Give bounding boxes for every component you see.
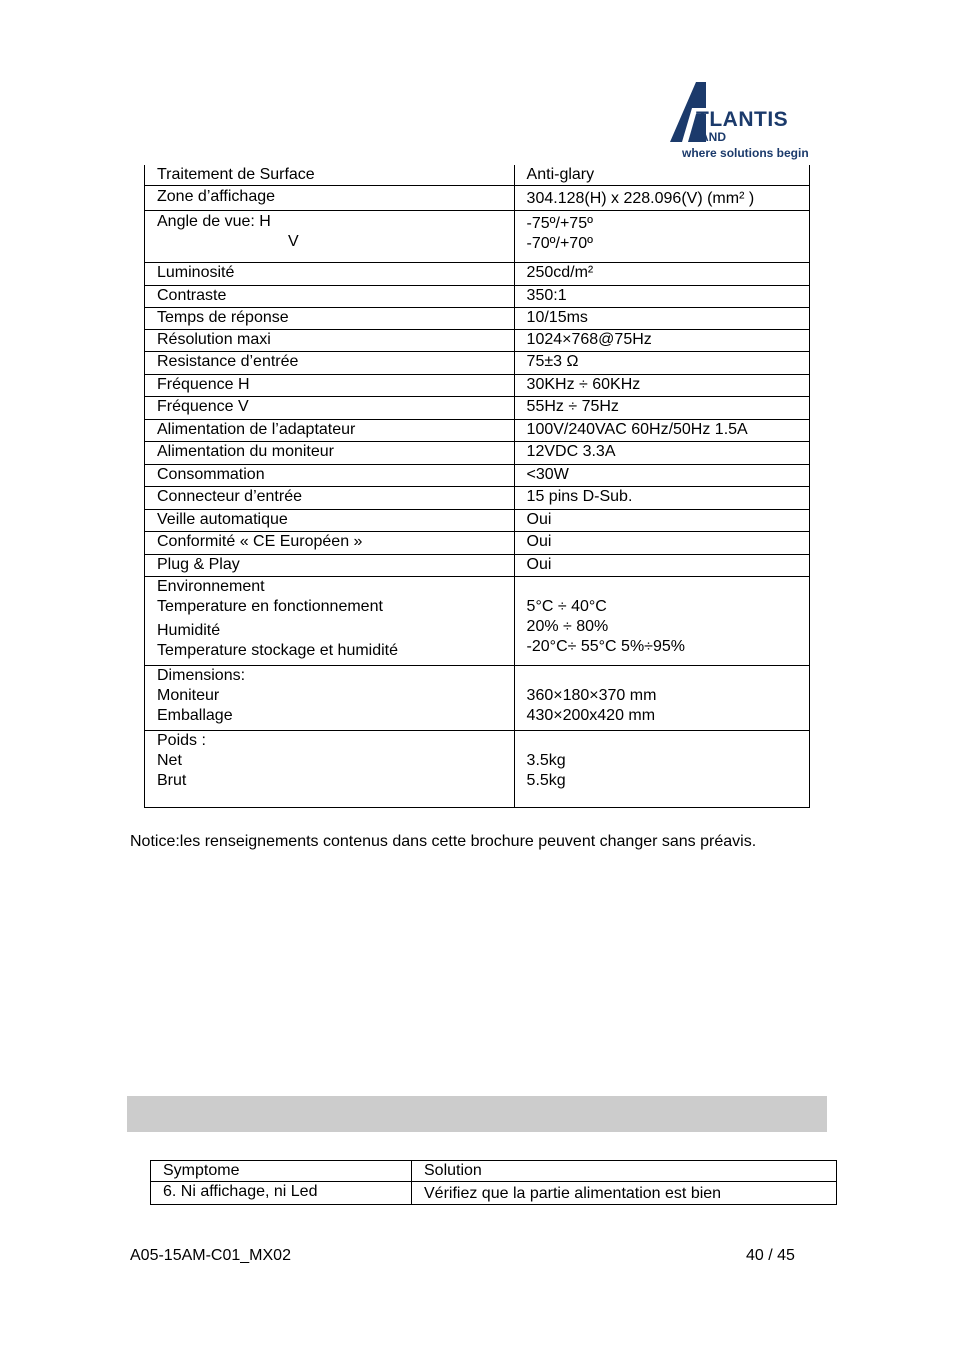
spec-row xyxy=(145,186,810,211)
spec-table-body xyxy=(145,165,810,808)
spec-label-line: Zone d’affichage xyxy=(157,188,276,205)
spec-value xyxy=(514,420,809,442)
spec-label-line: Luminosité xyxy=(157,264,235,281)
spec-value-line: 100V/240VAC 60Hz/50Hz 1.5A xyxy=(526,421,748,438)
spec-value-line: Oui xyxy=(526,511,552,528)
spec-label xyxy=(145,352,515,375)
logo-tagline: where solutions begin xyxy=(682,146,809,160)
spec-row xyxy=(145,420,810,442)
spec-label xyxy=(145,442,515,465)
spec-value xyxy=(514,330,809,352)
spec-row xyxy=(145,308,810,330)
spec-label-line: Poids : xyxy=(157,732,206,749)
spec-label-line: Contraste xyxy=(157,287,227,304)
spec-label xyxy=(145,165,515,186)
spec-label xyxy=(145,555,515,577)
spec-value-line: 55Hz ÷ 75Hz xyxy=(526,398,619,415)
spec-value-line: 1024×768@75Hz xyxy=(526,331,652,348)
spec-label-line: Dimensions: xyxy=(157,667,246,684)
spec-value-line: Oui xyxy=(526,556,552,573)
spec-label-line: Moniteur xyxy=(157,687,220,704)
spec-value-line: <30W xyxy=(526,466,569,483)
spec-label-line: Temps de réponse xyxy=(157,309,289,326)
logo-brand: TLANTIS xyxy=(696,108,789,131)
spec-value xyxy=(514,555,809,577)
spec-label xyxy=(145,532,515,555)
spec-label-line: Alimentation du moniteur xyxy=(157,443,334,460)
spec-value xyxy=(514,442,809,465)
spec-value-line: 20% ÷ 80% xyxy=(526,618,609,635)
troubleshooting-header-row xyxy=(151,1161,837,1182)
spec-label xyxy=(145,510,515,532)
footer-doc-code: A05-15AM-C01_MX02 xyxy=(130,1247,291,1264)
spec-row xyxy=(145,263,810,286)
spec-value xyxy=(514,186,809,211)
spec-label xyxy=(145,186,515,211)
spec-label xyxy=(145,420,515,442)
spec-row xyxy=(145,666,810,731)
spec-label xyxy=(145,397,515,420)
spec-row xyxy=(145,375,810,397)
spec-value xyxy=(514,375,809,397)
spec-value xyxy=(514,465,809,487)
header-symptom: Symptome xyxy=(151,1161,412,1182)
spec-row xyxy=(145,510,810,532)
spec-value xyxy=(514,532,809,555)
spec-label-line: Résolution maxi xyxy=(157,331,271,348)
spec-value-line: 250cd/m² xyxy=(526,264,594,281)
spec-label xyxy=(145,286,515,308)
spec-value xyxy=(514,731,809,808)
spec-label xyxy=(145,731,515,808)
spec-value xyxy=(514,666,809,731)
spec-label-line: Traitement de Surface xyxy=(157,166,315,183)
spec-label xyxy=(145,330,515,352)
spec-label xyxy=(145,308,515,330)
spec-value xyxy=(514,286,809,308)
spec-label-line: Emballage xyxy=(157,707,233,724)
spec-value-line: 5°C ÷ 40°C xyxy=(526,598,607,615)
spec-label-line: Consommation xyxy=(157,466,265,483)
atlantis-logo xyxy=(666,78,828,164)
spec-label-line: Alimentation de l’adaptateur xyxy=(157,421,356,438)
spec-row xyxy=(145,165,810,186)
logo-sub: AND xyxy=(700,130,726,144)
spec-label-line: Temperature stockage et humidité xyxy=(157,642,399,659)
spec-value xyxy=(514,263,809,286)
spec-label-line: Conformité « CE Européen » xyxy=(157,533,363,550)
spec-value-line xyxy=(527,577,797,597)
spec-label-line: Plug & Play xyxy=(157,556,240,573)
spec-label-line: Temperature en fonctionnement xyxy=(157,598,383,615)
spec-table xyxy=(144,165,810,808)
spec-label xyxy=(145,577,515,666)
spec-row xyxy=(145,731,810,808)
spec-row xyxy=(145,555,810,577)
spec-value-line: Oui xyxy=(526,533,552,550)
spec-label-line: Environnement xyxy=(157,578,265,595)
spec-value-line: 350:1 xyxy=(526,287,567,304)
spec-label xyxy=(145,375,515,397)
spec-row xyxy=(145,397,810,420)
spec-value xyxy=(514,352,809,375)
spec-label xyxy=(145,263,515,286)
spec-row xyxy=(145,532,810,555)
spec-label xyxy=(145,465,515,487)
spec-value xyxy=(514,397,809,420)
spec-value-line: 430×200x420 mm xyxy=(526,707,656,724)
spec-value-line xyxy=(527,731,797,751)
spec-value xyxy=(514,308,809,330)
notice-text: Notice:les renseignements contenus dans cette brochure peuvent changer sans préavis. xyxy=(130,833,757,850)
spec-value-line xyxy=(527,666,797,686)
spec-row xyxy=(145,211,810,263)
spec-value-line: -70º/+70º xyxy=(526,235,593,252)
footer-page-number: 40 / 45 xyxy=(746,1247,795,1264)
header-solution: Solution xyxy=(412,1161,837,1182)
spec-value-line: 304.128(H) x 228.096(V) (mm² ) xyxy=(526,190,755,207)
spec-value-line: 3.5kg xyxy=(526,752,566,769)
spec-row xyxy=(145,352,810,375)
troubleshooting-table xyxy=(150,1160,837,1205)
spec-label-line: Humidité xyxy=(157,622,221,639)
spec-row xyxy=(145,577,810,666)
spec-value xyxy=(514,577,809,666)
spec-label-line: Net xyxy=(157,752,182,769)
spec-label-line: Angle de vue: H xyxy=(157,213,271,230)
solution-cell: Vérifiez que la partie alimentation est bien xyxy=(412,1182,837,1205)
troubleshooting-row xyxy=(151,1182,837,1205)
spec-value xyxy=(514,510,809,532)
spec-row xyxy=(145,330,810,352)
spec-value-line: Anti-glary xyxy=(526,166,595,183)
spec-value-line: 360×180×370 mm xyxy=(526,687,657,704)
section-heading-bar xyxy=(127,1096,827,1132)
spec-value-line: 12VDC 3.3A xyxy=(526,443,616,460)
spec-value-line: 75±3 Ω xyxy=(526,353,579,370)
spec-label-line: Fréquence V xyxy=(157,398,249,415)
spec-label xyxy=(145,487,515,510)
symptom-cell: 6. Ni affichage, ni Led xyxy=(151,1182,412,1205)
spec-value xyxy=(514,165,809,186)
spec-label-line: Fréquence H xyxy=(157,376,250,393)
spec-value-line: -75º/+75º xyxy=(526,215,593,232)
spec-label-line: Veille automatique xyxy=(157,511,288,528)
spec-label-line: Brut xyxy=(157,772,187,789)
spec-label xyxy=(145,211,515,263)
spec-row xyxy=(145,487,810,510)
spec-value xyxy=(514,211,809,263)
spec-label xyxy=(145,666,515,731)
spec-value-line: 5.5kg xyxy=(526,772,566,789)
spec-label-line: V xyxy=(288,233,299,250)
spec-row xyxy=(145,286,810,308)
spec-value-line: -20°C÷ 55°C 5%÷95% xyxy=(526,638,685,655)
spec-value xyxy=(514,487,809,510)
spec-row xyxy=(145,442,810,465)
spec-label-line: Connecteur d’entrée xyxy=(157,488,302,505)
spec-label-line: Resistance d’entrée xyxy=(157,353,299,370)
spec-value-line: 10/15ms xyxy=(526,309,588,326)
spec-row xyxy=(145,465,810,487)
spec-value-line: 30KHz ÷ 60KHz xyxy=(526,376,641,393)
spec-value-line: 15 pins D-Sub. xyxy=(526,488,633,505)
